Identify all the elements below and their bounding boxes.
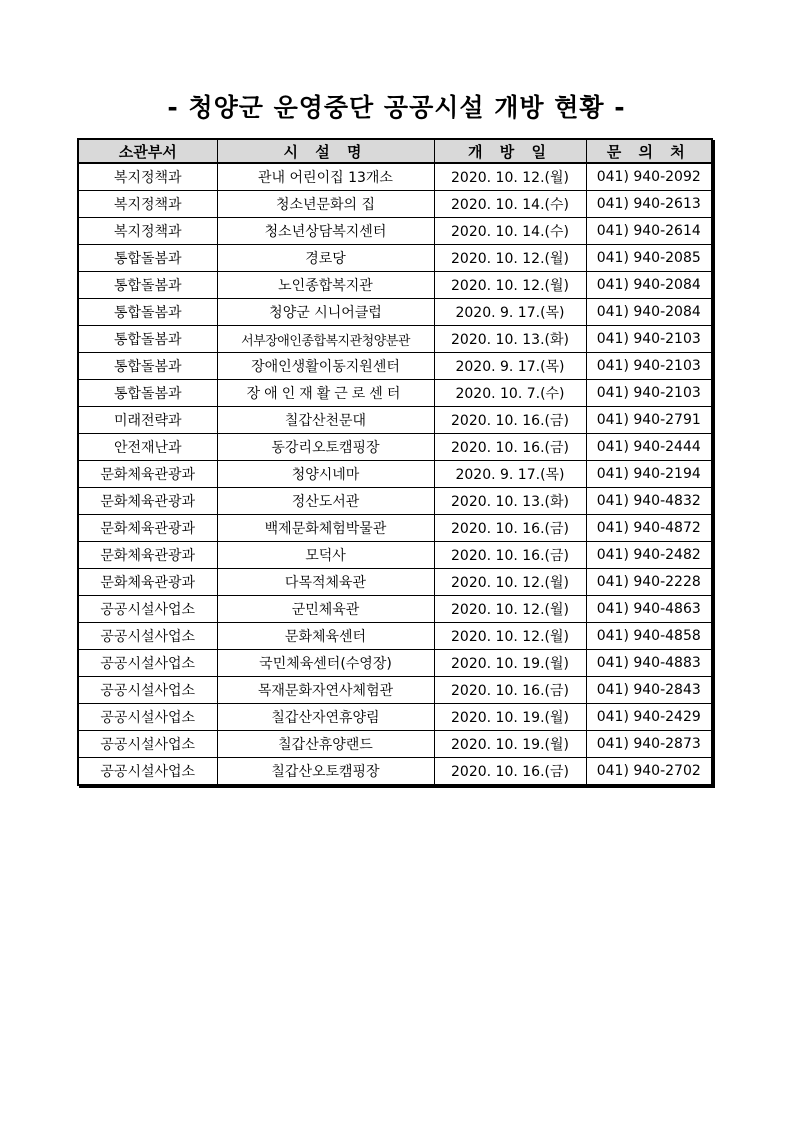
table-row — [78, 272, 712, 299]
contact-cell: 041) 940-2103 — [586, 380, 712, 407]
department-cell: 통합돌봄과 — [78, 326, 217, 353]
contact-cell: 041) 940-2084 — [586, 299, 712, 326]
table-row — [78, 596, 712, 623]
opening-date-cell: 2020. 10. 12.(월) — [434, 272, 586, 299]
department-cell: 공공시설사업소 — [78, 677, 217, 704]
table-row — [78, 353, 712, 380]
department-cell: 문화체육관광과 — [78, 569, 217, 596]
facility-name-cell: 청소년문화의 집 — [217, 191, 434, 218]
department-cell: 안전재난과 — [78, 434, 217, 461]
table-row — [78, 245, 712, 272]
facility-name-cell: 칠갑산휴양랜드 — [217, 731, 434, 758]
contact-cell: 041) 940-2103 — [586, 353, 712, 380]
facility-name-cell: 서부장애인종합복지관청양분관 — [217, 326, 434, 353]
facility-name-cell: 장애인생활이동지원센터 — [217, 353, 434, 380]
opening-date-cell: 2020. 10. 13.(화) — [434, 488, 586, 515]
department-cell: 문화체육관광과 — [78, 488, 217, 515]
department-cell: 공공시설사업소 — [78, 704, 217, 731]
facility-name-cell: 국민체육센터(수영장) — [217, 650, 434, 677]
opening-date-cell: 2020. 10. 12.(월) — [434, 596, 586, 623]
facility-opening-table — [77, 138, 713, 786]
department-cell: 통합돌봄과 — [78, 299, 217, 326]
facility-name-cell: 경로당 — [217, 245, 434, 272]
table-row — [78, 326, 712, 353]
contact-cell: 041) 940-4863 — [586, 596, 712, 623]
facility-name-cell: 관내 어린이집 13개소 — [217, 163, 434, 191]
department-cell: 문화체육관광과 — [78, 542, 217, 569]
opening-date-cell: 2020. 10. 16.(금) — [434, 758, 586, 786]
department-cell: 공공시설사업소 — [78, 596, 217, 623]
opening-date-cell: 2020. 9. 17.(목) — [434, 353, 586, 380]
header-facility-name: 시 설 명 — [217, 139, 434, 163]
opening-date-cell: 2020. 9. 17.(목) — [434, 461, 586, 488]
opening-date-cell: 2020. 10. 16.(금) — [434, 434, 586, 461]
facility-name-cell: 문화체육센터 — [217, 623, 434, 650]
opening-date-cell: 2020. 10. 12.(월) — [434, 623, 586, 650]
contact-cell: 041) 940-2194 — [586, 461, 712, 488]
contact-cell: 041) 940-2084 — [586, 272, 712, 299]
table-row — [78, 758, 712, 786]
opening-date-cell: 2020. 10. 12.(월) — [434, 569, 586, 596]
contact-cell: 041) 940-4832 — [586, 488, 712, 515]
facility-name-cell: 칠갑산천문대 — [217, 407, 434, 434]
contact-cell: 041) 940-4858 — [586, 623, 712, 650]
contact-cell: 041) 940-2228 — [586, 569, 712, 596]
header-opening-date: 개 방 일 — [434, 139, 586, 163]
opening-date-cell: 2020. 10. 12.(월) — [434, 245, 586, 272]
table-row — [78, 218, 712, 245]
facility-name-cell: 다목적체육관 — [217, 569, 434, 596]
contact-cell: 041) 940-2092 — [586, 163, 712, 191]
opening-date-cell: 2020. 10. 16.(금) — [434, 515, 586, 542]
contact-cell: 041) 940-4872 — [586, 515, 712, 542]
opening-date-cell: 2020. 10. 7.(수) — [434, 380, 586, 407]
table-row — [78, 542, 712, 569]
opening-date-cell: 2020. 10. 14.(수) — [434, 191, 586, 218]
opening-date-cell: 2020. 10. 19.(월) — [434, 704, 586, 731]
table-row — [78, 461, 712, 488]
facility-name-cell: 정산도서관 — [217, 488, 434, 515]
department-cell: 통합돌봄과 — [78, 245, 217, 272]
opening-date-cell: 2020. 10. 16.(금) — [434, 542, 586, 569]
department-cell: 통합돌봄과 — [78, 272, 217, 299]
department-cell: 복지정책과 — [78, 218, 217, 245]
facility-name-cell: 칠갑산오토캠핑장 — [217, 758, 434, 786]
table-row — [78, 380, 712, 407]
facility-name-cell: 노인종합복지관 — [217, 272, 434, 299]
table-row — [78, 623, 712, 650]
opening-date-cell: 2020. 10. 16.(금) — [434, 407, 586, 434]
contact-cell: 041) 940-2429 — [586, 704, 712, 731]
department-cell: 복지정책과 — [78, 163, 217, 191]
table-body — [78, 163, 712, 785]
contact-cell: 041) 940-2613 — [586, 191, 712, 218]
facility-name-cell: 청양군 시니어클럽 — [217, 299, 434, 326]
department-cell: 공공시설사업소 — [78, 731, 217, 758]
department-cell: 공공시설사업소 — [78, 623, 217, 650]
contact-cell: 041) 940-2085 — [586, 245, 712, 272]
contact-cell: 041) 940-2702 — [586, 758, 712, 786]
facility-name-cell: 장애인재활근로센터 — [217, 380, 434, 407]
contact-cell: 041) 940-2873 — [586, 731, 712, 758]
facility-name-cell: 청소년상담복지센터 — [217, 218, 434, 245]
department-cell: 문화체육관광과 — [78, 515, 217, 542]
table-row — [78, 299, 712, 326]
header-department: 소관부서 — [78, 139, 217, 163]
facility-name-cell: 모덕사 — [217, 542, 434, 569]
table-row — [78, 569, 712, 596]
opening-date-cell: 2020. 10. 19.(월) — [434, 731, 586, 758]
table-row — [78, 650, 712, 677]
facility-name-cell: 칠갑산자연휴양림 — [217, 704, 434, 731]
opening-date-cell: 2020. 10. 19.(월) — [434, 650, 586, 677]
contact-cell: 041) 940-2843 — [586, 677, 712, 704]
contact-cell: 041) 940-2614 — [586, 218, 712, 245]
contact-cell: 041) 940-2103 — [586, 326, 712, 353]
facility-name-cell: 군민체육관 — [217, 596, 434, 623]
department-cell: 공공시설사업소 — [78, 650, 217, 677]
table-row — [78, 677, 712, 704]
facility-table-container — [77, 138, 713, 786]
department-cell: 통합돌봄과 — [78, 380, 217, 407]
contact-cell: 041) 940-4883 — [586, 650, 712, 677]
header-contact: 문 의 처 — [586, 139, 712, 163]
contact-cell: 041) 940-2482 — [586, 542, 712, 569]
opening-date-cell: 2020. 10. 13.(화) — [434, 326, 586, 353]
facility-name-cell: 동강리오토캠핑장 — [217, 434, 434, 461]
department-cell: 복지정책과 — [78, 191, 217, 218]
table-row — [78, 163, 712, 191]
table-header-row — [78, 139, 712, 163]
contact-cell: 041) 940-2444 — [586, 434, 712, 461]
facility-name-cell: 백제문화체험박물관 — [217, 515, 434, 542]
contact-cell: 041) 940-2791 — [586, 407, 712, 434]
facility-name-cell: 청양시네마 — [217, 461, 434, 488]
department-cell: 미래전략과 — [78, 407, 217, 434]
document-title: - 청양군 운영중단 공공시설 개방 현황 - — [167, 93, 626, 122]
table-row — [78, 731, 712, 758]
department-cell: 공공시설사업소 — [78, 758, 217, 786]
table-row — [78, 434, 712, 461]
table-row — [78, 488, 712, 515]
opening-date-cell: 2020. 10. 16.(금) — [434, 677, 586, 704]
opening-date-cell: 2020. 9. 17.(목) — [434, 299, 586, 326]
table-row — [78, 515, 712, 542]
facility-name-cell: 목재문화자연사체험관 — [217, 677, 434, 704]
opening-date-cell: 2020. 10. 12.(월) — [434, 163, 586, 191]
table-row — [78, 704, 712, 731]
department-cell: 문화체육관광과 — [78, 461, 217, 488]
table-row — [78, 407, 712, 434]
table-row — [78, 191, 712, 218]
department-cell: 통합돌봄과 — [78, 353, 217, 380]
opening-date-cell: 2020. 10. 14.(수) — [434, 218, 586, 245]
